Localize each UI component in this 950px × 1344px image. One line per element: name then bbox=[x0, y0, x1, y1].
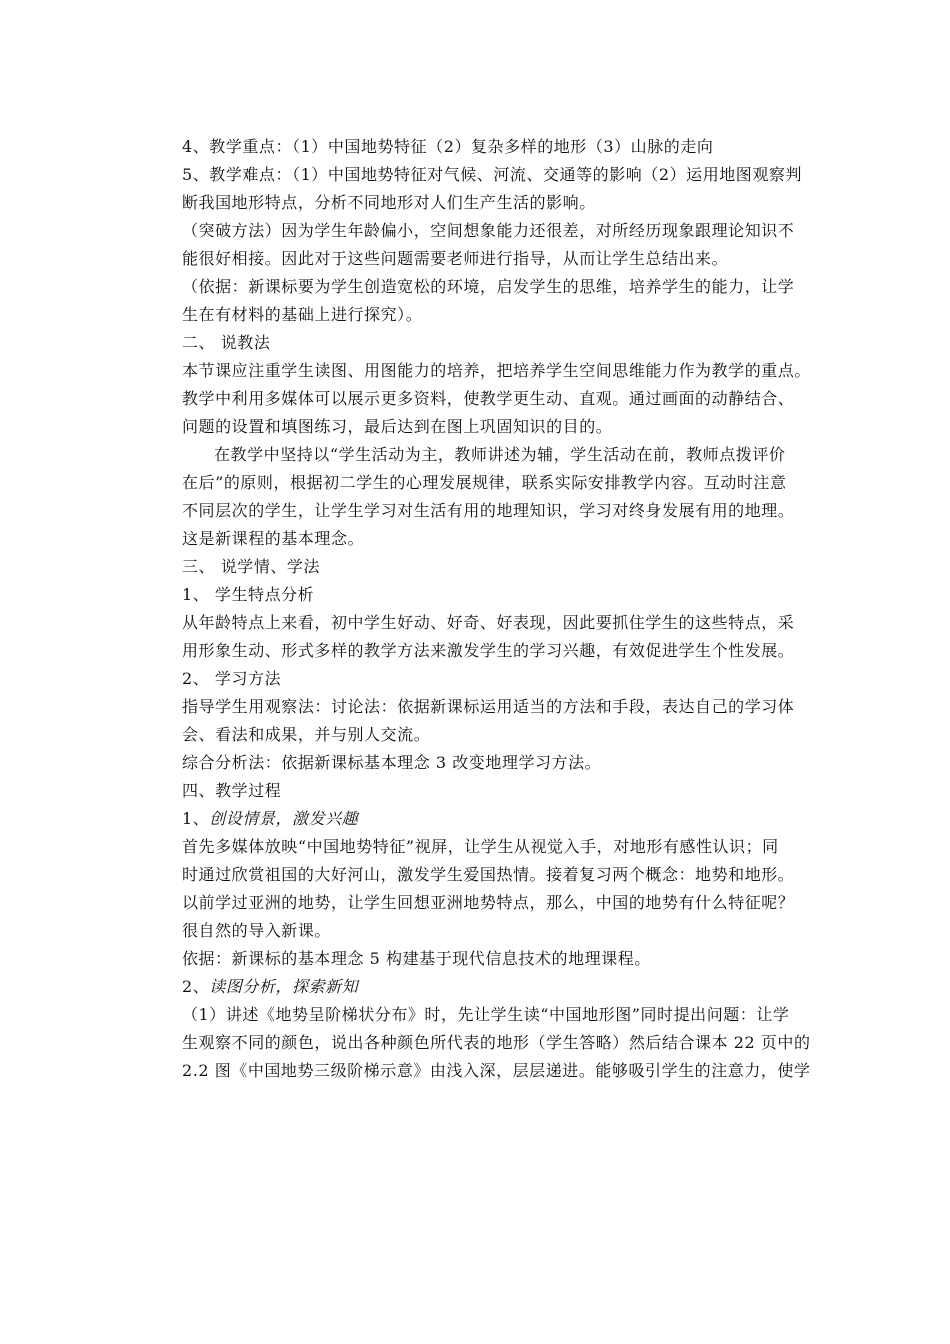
text-line: 不同层次的学生，让学生学习对生活有用的地理知识，学习对终身发展有用的地理。 bbox=[182, 501, 795, 520]
teaching-focus-line: 4、教学重点：（1）中国地势特征（2）复杂多样的地形（3）山脉的走向 bbox=[182, 137, 714, 156]
subheading-number: 1、 bbox=[182, 809, 210, 828]
teaching-difficulty-line: 5、教学难点：（1）中国地势特征对气候、河流、交通等的影响（2）运用地图观察判 bbox=[182, 165, 802, 184]
text-line: 教学中利用多媒体可以展示更多资料，使教学更生动、直观。通过画面的动静结合、 bbox=[182, 389, 795, 408]
subheading-title: 读图分析，探索新知 bbox=[209, 977, 359, 996]
text-line: 从年龄特点上来看，初中学生好动、好奇、好表现，因此要抓住学生的这些特点，采 bbox=[182, 613, 795, 632]
subheading-create-scenario bbox=[182, 805, 822, 833]
text-line: 很自然的导入新课。 bbox=[182, 921, 331, 940]
text-line: 用形象生动、形式多样的教学方法来激发学生的学习兴趣，有效促进学生个性发展。 bbox=[182, 641, 795, 660]
text-line: 2.2 图《中国地势三级阶梯示意》由浅入深，层层递进。能够吸引学生的注意力，使学 bbox=[182, 1061, 811, 1080]
text-line: 问题的设置和填图练习，最后达到在图上巩固知识的目的。 bbox=[182, 417, 613, 436]
text-line: 时通过欣赏祖国的大好河山，激发学生爱国热情。接着复习两个概念：地势和地形。 bbox=[182, 865, 795, 884]
text-line: 首先多媒体放映“中国地势特征”视屏，让学生从视觉入手，对地形有感性认识；同 bbox=[182, 837, 779, 856]
basis-line: （依据：新课标要为学生创造宽松的环境，启发学生的思维，培养学生的能力，让学 bbox=[182, 277, 795, 296]
section-heading-teaching-process: 四、教学过程 bbox=[182, 781, 282, 800]
section-heading-teaching-method: 二、 说教法 bbox=[182, 333, 271, 352]
breakthrough-method-line: （突破方法）因为学生年龄偏小，空间想象能力还很差，对所经历现象跟理论知识不 bbox=[182, 221, 795, 240]
text-line: 能很好相接。因此对于这些问题需要老师进行指导，从而让学生总结出来。 bbox=[182, 249, 729, 268]
text-line: 这是新课程的基本理念。 bbox=[182, 529, 365, 548]
text-line: 综合分析法：依据新课标基本理念 3 改变地理学习方法。 bbox=[182, 753, 602, 772]
section-heading-learning: 三、 说学情、学法 bbox=[182, 557, 321, 576]
text-line: 本节课应注重学生读图、用图能力的培养，把培养学生空间思维能力作为教学的重点。 bbox=[182, 361, 811, 380]
text-line: （1）讲述《地势呈阶梯状分布》时，先让学生读“中国地形图”同时提出问题：让学 bbox=[182, 1005, 790, 1024]
text-line: 会、看法和成果，并与别人交流。 bbox=[182, 725, 431, 744]
text-line: 依据：新课标的基本理念 5 构建基于现代信息技术的地理课程。 bbox=[182, 949, 651, 968]
subheading-number: 2、 bbox=[182, 977, 210, 996]
text-line: 在后”的原则，根据初二学生的心理发展规律，联系实际安排教学内容。互动时注意 bbox=[182, 473, 787, 492]
subheading-title: 创设情景，激发兴趣 bbox=[209, 809, 359, 828]
subheading-student-analysis: 1、 学生特点分析 bbox=[182, 585, 315, 604]
subheading-map-analysis bbox=[182, 973, 822, 1001]
text-line: 以前学过亚洲的地势，让学生回想亚洲地势特点，那么，中国的地势有什么特征呢？ bbox=[182, 893, 795, 912]
text-line: 生观察不同的颜色，说出各种颜色所代表的地形（学生答略）然后结合课本 22 页中的 bbox=[182, 1033, 811, 1052]
text-line: 生在有材料的基础上进行探究）。 bbox=[182, 305, 423, 324]
subheading-learning-methods: 2、 学习方法 bbox=[182, 669, 282, 688]
document-body bbox=[182, 133, 822, 1085]
text-line: 指导学生用观察法：讨论法：依据新课标运用适当的方法和手段，表达自己的学习体 bbox=[182, 697, 795, 716]
text-line: 断我国地形特点，分析不同地形对人们生产生活的影响。 bbox=[182, 193, 596, 212]
indented-paragraph-line: 在教学中坚持以“学生活动为主，教师讲述为辅，学生活动在前，教师点拨评价 bbox=[214, 445, 786, 464]
